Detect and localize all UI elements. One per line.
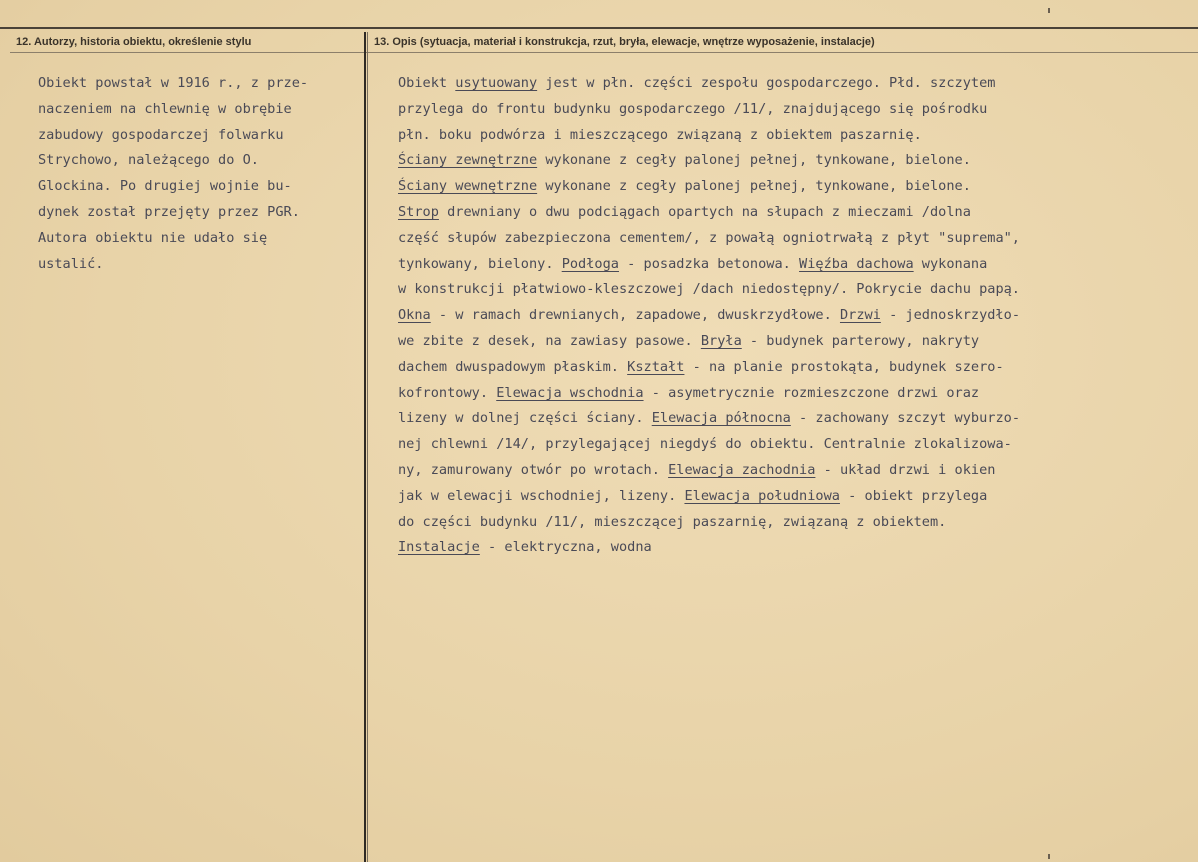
text-segment: Obiekt <box>398 75 456 91</box>
underlined-heading: Okna <box>398 307 431 324</box>
underlined-heading: Elewacja zachodnia <box>668 461 816 478</box>
text-line <box>398 174 1020 200</box>
underlined-heading: Strop <box>398 203 439 220</box>
text-line: zabudowy gospodarczej folwarku <box>38 126 284 143</box>
text-segment: drewniany o dwu podciągach opartych na słupach z mieczami /dolna <box>438 203 971 220</box>
text-line <box>398 381 1020 407</box>
text-segment: wykonana <box>913 255 988 272</box>
underlined-heading: Elewacja północna <box>651 410 791 427</box>
text-line: Obiekt powstał w 1916 r., z prze- <box>38 75 309 91</box>
text-line <box>398 123 1020 149</box>
section-12-header: 12. Autorzy, historia obiektu, określenie stylu <box>16 36 252 48</box>
top-rule <box>0 27 1198 29</box>
text-line: Glockina. Po drugiej wojnie bu- <box>38 178 292 195</box>
underlined-heading: Drzwi <box>839 307 881 324</box>
text-line <box>398 252 1020 278</box>
text-segment: - na planie prostokąta, budynek szero- <box>684 358 1004 375</box>
text-segment: - asymetrycznie rozmieszczone drzwi oraz <box>643 384 980 401</box>
punch-mark <box>1048 8 1050 13</box>
text-segment: jest w płn. części zespołu gospodarczego. Płd. szczytem <box>537 75 996 91</box>
text-line: dynek został przejęty przez PGR. <box>38 203 300 220</box>
text-line <box>398 432 1020 458</box>
text-line <box>398 148 1020 174</box>
text-line <box>398 303 1020 329</box>
column-divider-shadow <box>367 32 368 862</box>
underlined-heading: Instalacje <box>398 539 480 556</box>
text-line <box>398 406 1020 432</box>
text-segment: ny, zamurowany otwór po wrotach. <box>398 461 669 478</box>
underlined-heading: Elewacja wschodnia <box>496 384 644 401</box>
text-segment: - posadzka betonowa. <box>618 255 800 272</box>
text-line: Autora obiektu nie udało się <box>38 229 268 246</box>
text-segment: część słupów zabezpieczona cementem/, z powałą ogniotrwałą z płyt "suprema", <box>398 229 1020 246</box>
text-line <box>398 355 1020 381</box>
underlined-heading: Ściany wewnętrzne <box>398 178 538 195</box>
underlined-heading: Kształt <box>627 358 685 375</box>
text-segment: - zachowany szczyt wyburzo- <box>790 410 1021 427</box>
text-line <box>398 458 1020 484</box>
underlined-heading: usytuowany <box>455 75 538 91</box>
column-divider <box>364 32 366 862</box>
text-segment: lizeny w dolnej części ściany. <box>398 410 652 427</box>
text-line: Strychowo, należącego do O. <box>38 152 259 169</box>
text-line <box>398 226 1020 252</box>
text-segment: nej chlewni /14/, przylegającej niegdyś do obiektu. Centralnie zlokalizowa- <box>398 436 1012 453</box>
text-segment: tynkowany, bielony. <box>398 255 562 272</box>
text-segment: - obiekt przylega <box>839 487 988 504</box>
punch-mark <box>1048 854 1050 859</box>
underlined-heading: Bryła <box>700 332 742 349</box>
text-segment: - jednoskrzydło- <box>880 307 1021 324</box>
text-segment: przylega do frontu budynku gospodarczego /11/, znajdującego się pośrodku <box>398 100 988 117</box>
text-line <box>398 277 1020 303</box>
text-line <box>398 97 1020 123</box>
text-segment: - w ramach drewnianych, zapadowe, dwuskrzydłowe. <box>430 307 840 324</box>
text-segment: w konstrukcji płatwiowo-kleszczowej /dach niedostępny/. Pokrycie dachu papą. <box>398 281 1020 298</box>
text-segment: płn. boku podwórza i mieszczącego związaną z obiektem paszarnię. <box>398 126 922 143</box>
text-segment: wykonane z cegły palonej pełnej, tynkowane, bielone. <box>537 152 971 169</box>
text-line <box>398 329 1020 355</box>
description-text <box>398 71 1020 561</box>
underlined-heading: Więźba dachowa <box>799 255 914 272</box>
header-rule <box>10 52 1198 53</box>
text-line <box>398 484 1020 510</box>
text-segment: jak w elewacji wschodniej, lizeny. <box>398 487 685 504</box>
text-line <box>398 71 1020 97</box>
text-line: ustalić. <box>38 255 104 272</box>
text-segment: we zbite z desek, na zawiasy pasowe. <box>398 332 701 349</box>
underlined-heading: Podłoga <box>561 255 619 272</box>
text-line <box>398 535 1020 561</box>
text-segment: do części budynku /11/, mieszczącej paszarnię, związaną z obiektem. <box>398 513 947 530</box>
text-line <box>398 200 1020 226</box>
text-segment: wykonane z cegły palonej pełnej, tynkowane, bielone. <box>537 178 971 195</box>
text-segment: - układ drzwi i okien <box>815 461 996 478</box>
text-line: naczeniem na chlewnię w obrębie <box>38 100 292 117</box>
authors-history-text <box>38 71 308 277</box>
text-segment: kofrontowy. <box>398 384 497 401</box>
underlined-heading: Ściany zewnętrzne <box>398 152 538 169</box>
text-line <box>398 510 1020 536</box>
underlined-heading: Elewacja południowa <box>684 487 840 504</box>
text-segment: - elektryczna, wodna <box>479 539 652 556</box>
text-segment: - budynek parterowy, nakryty <box>741 332 980 349</box>
section-13-header: 13. Opis (sytuacja, materiał i konstrukcja, rzut, bryła, elewacje, wnętrze wyposażenie, instalacje) <box>374 36 875 48</box>
text-segment: dachem dwuspadowym płaskim. <box>398 358 628 375</box>
